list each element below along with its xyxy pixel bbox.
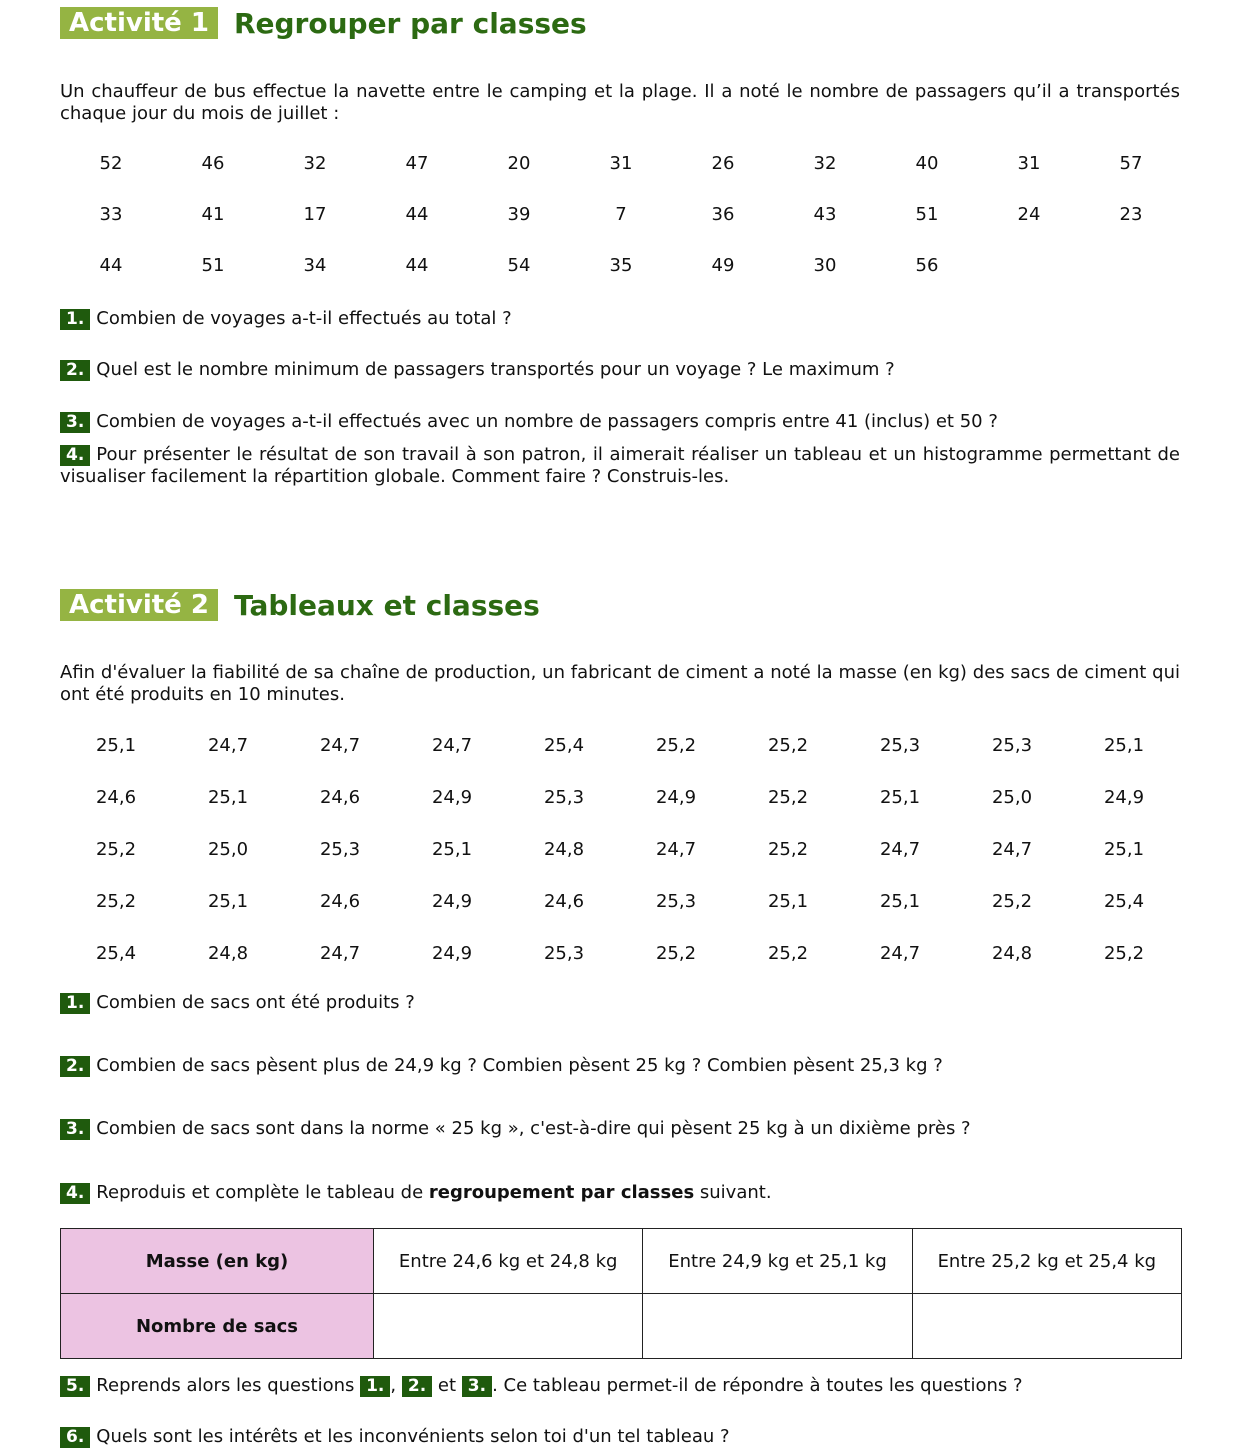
activity1-intro: Un chauffeur de bus effectue la navette entre le camping et la plage. Il a noté le nombre de passagers qu’il a transportés chaque jour du mois de juillet : bbox=[60, 81, 1180, 124]
mass-value: 24,6 bbox=[95, 787, 137, 808]
question-text-end: . Ce tableau permet-il de répondre à toutes les questions ? bbox=[492, 1375, 1023, 1396]
question-text: Reproduis et complète le tableau de bbox=[96, 1182, 429, 1203]
activity2-question-3 bbox=[60, 1118, 1180, 1140]
mass-value: 25,1 bbox=[95, 735, 137, 756]
activity2-header bbox=[60, 589, 540, 621]
activity1-question-1 bbox=[60, 308, 1180, 330]
mass-value: 24,9 bbox=[1103, 787, 1145, 808]
passenger-value: 23 bbox=[1119, 204, 1143, 225]
mass-value: 24,6 bbox=[543, 891, 585, 912]
passenger-value: 51 bbox=[201, 255, 225, 276]
activity2-question-6 bbox=[60, 1426, 1180, 1448]
question-number: 4. bbox=[60, 1183, 90, 1204]
mass-value: 25,4 bbox=[1103, 891, 1145, 912]
cement-mass-values-grid bbox=[60, 735, 1180, 965]
mass-value: 25,0 bbox=[207, 839, 249, 860]
activity1-question-3 bbox=[60, 411, 1180, 433]
class-cell: Entre 25,2 kg et 25,4 kg bbox=[912, 1229, 1181, 1294]
passenger-value: 54 bbox=[507, 255, 531, 276]
mass-value: 25,3 bbox=[543, 943, 585, 964]
passenger-value: 47 bbox=[405, 153, 429, 174]
mass-value: 25,3 bbox=[543, 787, 585, 808]
question-text: Combien de voyages a-t-il effectués avec un nombre de passagers compris entre 41 (inclus) et 50 ? bbox=[96, 411, 998, 432]
question-number: 2. bbox=[60, 360, 90, 381]
mass-value: 24,8 bbox=[207, 943, 249, 964]
mass-value: 24,7 bbox=[655, 839, 697, 860]
passenger-value: 32 bbox=[813, 153, 837, 174]
passenger-value: 34 bbox=[303, 255, 327, 276]
passenger-value: 41 bbox=[201, 204, 225, 225]
passenger-value: 46 bbox=[201, 153, 225, 174]
mass-value: 25,1 bbox=[1103, 839, 1145, 860]
question-number: 6. bbox=[60, 1427, 90, 1448]
mass-value: 25,2 bbox=[655, 735, 697, 756]
activity1-question-4 bbox=[60, 444, 1180, 488]
mass-value: 24,9 bbox=[431, 787, 473, 808]
question-text: Quel est le nombre minimum de passagers transportés pour un voyage ? Le maximum ? bbox=[96, 359, 895, 380]
passenger-value: 52 bbox=[99, 153, 123, 174]
mass-value: 25,2 bbox=[95, 839, 137, 860]
mass-value: 25,1 bbox=[207, 787, 249, 808]
question-text: Combien de sacs sont dans la norme « 25 kg », c'est-à-dire qui pèsent 25 kg à un dixième près ? bbox=[96, 1118, 971, 1139]
mass-value: 25,1 bbox=[431, 839, 473, 860]
passenger-value: 31 bbox=[1017, 153, 1041, 174]
empty-answer-cell bbox=[912, 1294, 1181, 1359]
passenger-value: 44 bbox=[405, 255, 429, 276]
mass-value: 25,4 bbox=[543, 735, 585, 756]
passenger-value: 35 bbox=[609, 255, 633, 276]
separator: , bbox=[390, 1375, 397, 1396]
mass-value: 24,7 bbox=[319, 735, 361, 756]
mass-value: 24,8 bbox=[543, 839, 585, 860]
mass-value: 24,7 bbox=[879, 839, 921, 860]
table-row bbox=[61, 1229, 1182, 1294]
activity2-question-2 bbox=[60, 1055, 1180, 1077]
mass-value: 25,0 bbox=[991, 787, 1033, 808]
class-cell: Entre 24,6 kg et 24,8 kg bbox=[374, 1229, 643, 1294]
mass-value: 24,7 bbox=[431, 735, 473, 756]
passenger-value: 33 bbox=[99, 204, 123, 225]
activity1-header bbox=[60, 7, 587, 39]
passenger-value: 26 bbox=[711, 153, 735, 174]
passenger-value: 24 bbox=[1017, 204, 1041, 225]
class-cell: Entre 24,9 kg et 25,1 kg bbox=[643, 1229, 912, 1294]
passenger-value: 43 bbox=[813, 204, 837, 225]
mass-value: 25,2 bbox=[767, 787, 809, 808]
mass-value: 25,2 bbox=[95, 891, 137, 912]
passenger-value: 17 bbox=[303, 204, 327, 225]
question-number: 3. bbox=[60, 412, 90, 433]
table-row bbox=[61, 1294, 1182, 1359]
question-number: 5. bbox=[60, 1376, 90, 1397]
question-text: Combien de sacs pèsent plus de 24,9 kg ? Combien pèsent 25 kg ? Combien pèsent 25,3 kg ? bbox=[96, 1055, 943, 1076]
mass-value: 24,9 bbox=[431, 943, 473, 964]
mass-value: 24,7 bbox=[991, 839, 1033, 860]
question-text: Pour présenter le résultat de son travail à son patron, il aimerait réaliser un tableau et un histogramme permettant de visualiser facilement la répartition globale. Comment faire ? Construis-les. bbox=[60, 444, 1180, 487]
question-number: 4. bbox=[60, 445, 90, 466]
activity2-title: Tableaux et classes bbox=[233, 588, 540, 622]
passenger-value: 51 bbox=[915, 204, 939, 225]
mass-value: 25,1 bbox=[879, 891, 921, 912]
passenger-value: 7 bbox=[615, 204, 627, 225]
mass-value: 24,7 bbox=[207, 735, 249, 756]
passenger-value: 36 bbox=[711, 204, 735, 225]
mass-value: 25,2 bbox=[767, 735, 809, 756]
mass-header-cell: Masse (en kg) bbox=[61, 1229, 374, 1294]
question-text: Combien de voyages a-t-il effectués au total ? bbox=[96, 308, 512, 329]
question-number: 1. bbox=[60, 309, 90, 330]
empty-answer-cell bbox=[374, 1294, 643, 1359]
activity2-badge: Activité 2 bbox=[60, 589, 218, 621]
mass-value: 25,1 bbox=[1103, 735, 1145, 756]
question-number: 1. bbox=[60, 993, 90, 1014]
mass-value: 24,7 bbox=[319, 943, 361, 964]
question-text: Combien de sacs ont été produits ? bbox=[96, 992, 415, 1013]
activity1-title: Regrouper par classes bbox=[233, 6, 587, 40]
mass-value: 25,2 bbox=[767, 943, 809, 964]
passenger-value: 31 bbox=[609, 153, 633, 174]
mass-value: 25,2 bbox=[1103, 943, 1145, 964]
question-number: 3. bbox=[60, 1119, 90, 1140]
mass-value: 25,3 bbox=[991, 735, 1033, 756]
activity2-intro: Afin d'évaluer la fiabilité de sa chaîne de production, un fabricant de ciment a noté la masse (en kg) des sacs de ciment qui ont été produits en 10 minutes. bbox=[60, 662, 1180, 705]
activity2-question-4 bbox=[60, 1182, 1180, 1204]
passenger-value: 32 bbox=[303, 153, 327, 174]
separator: et bbox=[437, 1375, 457, 1396]
question-ref-2: 2. bbox=[402, 1376, 432, 1397]
mass-value: 25,3 bbox=[655, 891, 697, 912]
activity1-badge: Activité 1 bbox=[60, 7, 218, 39]
activity2-question-1 bbox=[60, 992, 1180, 1014]
count-header-cell: Nombre de sacs bbox=[61, 1294, 374, 1359]
mass-value: 25,4 bbox=[95, 943, 137, 964]
mass-value: 24,6 bbox=[319, 891, 361, 912]
passenger-value: 49 bbox=[711, 255, 735, 276]
mass-value: 24,9 bbox=[431, 891, 473, 912]
empty-answer-cell bbox=[643, 1294, 912, 1359]
grouping-table bbox=[60, 1228, 1182, 1359]
passenger-value: 20 bbox=[507, 153, 531, 174]
mass-value: 25,3 bbox=[879, 735, 921, 756]
mass-value: 24,9 bbox=[655, 787, 697, 808]
mass-value: 25,2 bbox=[655, 943, 697, 964]
mass-value: 25,1 bbox=[207, 891, 249, 912]
passenger-value: 44 bbox=[405, 204, 429, 225]
passenger-value: 44 bbox=[99, 255, 123, 276]
question-number: 2. bbox=[60, 1056, 90, 1077]
passenger-value: 39 bbox=[507, 204, 531, 225]
mass-value: 25,2 bbox=[991, 891, 1033, 912]
passenger-value: 40 bbox=[915, 153, 939, 174]
passenger-value: 57 bbox=[1119, 153, 1143, 174]
mass-value: 25,1 bbox=[767, 891, 809, 912]
mass-value: 25,2 bbox=[767, 839, 809, 860]
question-text: Quels sont les intérêts et les inconvénients selon toi d'un tel tableau ? bbox=[96, 1426, 730, 1447]
passenger-values-grid bbox=[60, 153, 1182, 277]
activity1-question-2 bbox=[60, 359, 1180, 381]
question-ref-3: 3. bbox=[462, 1376, 492, 1397]
mass-value: 24,7 bbox=[879, 943, 921, 964]
question-text: Reprends alors les questions bbox=[96, 1375, 361, 1396]
question-text-bold: regroupement par classes bbox=[428, 1182, 695, 1203]
passenger-value: 56 bbox=[915, 255, 939, 276]
passenger-value: 30 bbox=[813, 255, 837, 276]
question-text-end: suivant. bbox=[694, 1182, 772, 1203]
activity2-question-5 bbox=[60, 1375, 1180, 1397]
mass-value: 24,8 bbox=[991, 943, 1033, 964]
mass-value: 25,1 bbox=[879, 787, 921, 808]
question-ref-1: 1. bbox=[360, 1376, 390, 1397]
mass-value: 24,6 bbox=[319, 787, 361, 808]
mass-value: 25,3 bbox=[319, 839, 361, 860]
